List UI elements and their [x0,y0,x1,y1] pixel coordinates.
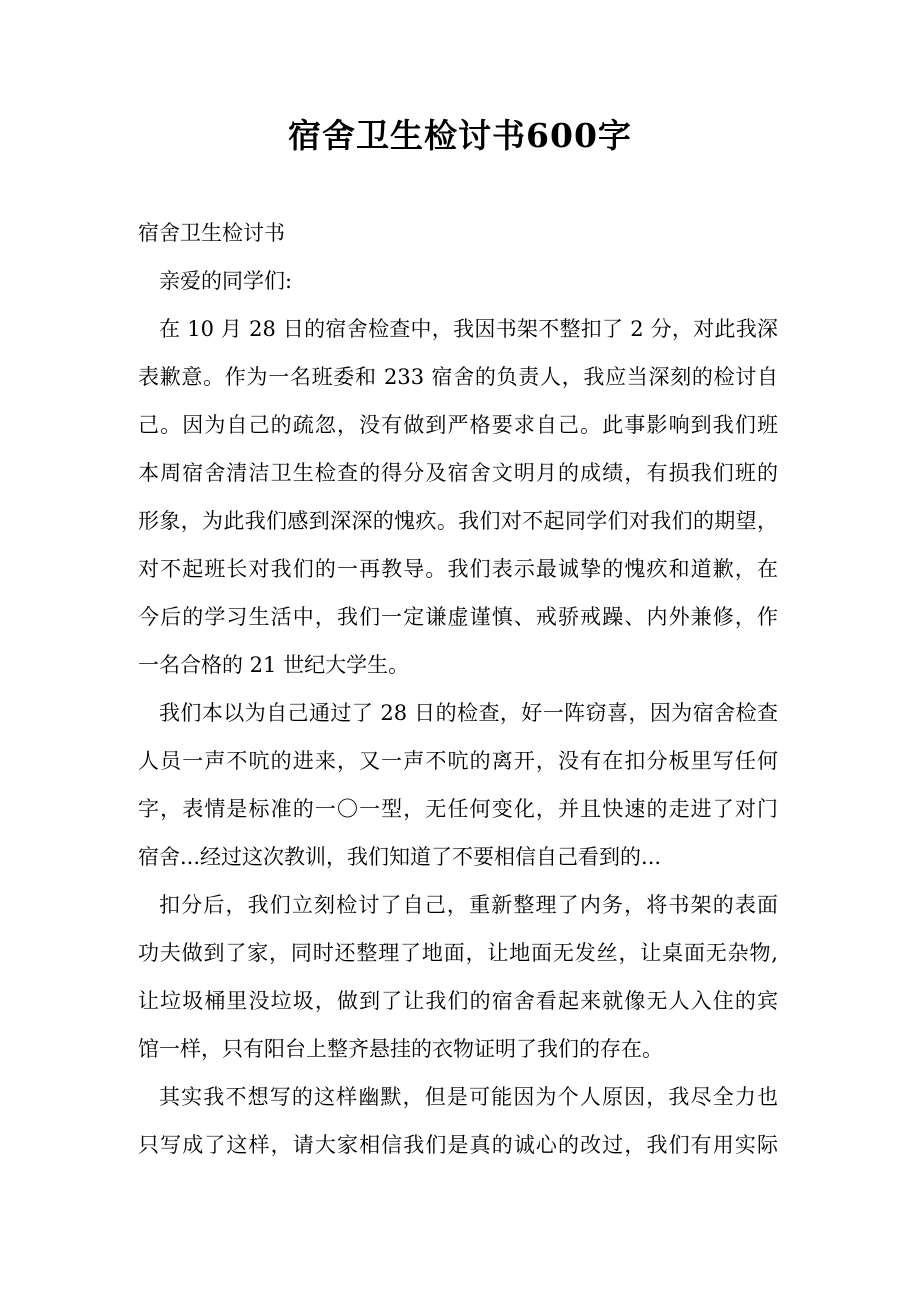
paragraph-2 [138,689,778,881]
paragraph-line: 让垃圾桶里没垃圾，做到了让我们的宿舍看起来就像无人入住的宾 [138,989,778,1013]
salutation: 亲爱的同学们: [159,269,293,293]
paragraph-line: 字，表情是标准的一〇一型，无任何变化，并且快速的走进了对门 [138,797,778,821]
paragraph-line: 功夫做到了家，同时还整理了地面，让地面无发丝，让桌面无杂物, [138,941,778,965]
paragraph-3 [138,881,778,1073]
paragraph-line: 表歉意。作为一名班委和 233 宿舍的负责人，我应当深刻的检讨自 [138,365,778,389]
paragraph-1 [138,305,778,689]
paragraph-line: 其实我不想写的这样幽默，但是可能因为个人原因，我尽全力也 [159,1085,778,1109]
paragraph-line: 宿舍...经过这次教训，我们知道了不要相信自己看到的... [138,845,662,869]
paragraph-line: 馆一样，只有阳台上整齐悬挂的衣物证明了我们的存在。 [138,1037,663,1061]
paragraph-line: 一名合格的 21 世纪大学生。 [138,653,410,677]
paragraph-line: 己。因为自己的疏忽，没有做到严格要求自己。此事影响到我们班 [138,413,778,437]
paragraph-4 [138,1073,778,1169]
paragraph-line: 今后的学习生活中，我们一定谦虚谨慎、戒骄戒躁、内外兼修，作 [138,605,778,629]
paragraph-line: 本周宿舍清洁卫生检查的得分及宿舍文明月的成绩，有损我们班的 [138,461,778,485]
paragraph-line: 在 10 月 28 日的宿舍检查中，我因书架不整扣了 2 分，对此我深 [159,317,778,341]
paragraph-line: 只写成了这样，请大家相信我们是真的诚心的改过，我们有用实际 [138,1133,778,1157]
document-title: 宿舍卫生检讨书600字 [288,116,632,155]
document-body [138,209,778,1169]
paragraph-line: 人员一声不吭的进来，又一声不吭的离开，没有在扣分板里写任何 [138,749,778,773]
paragraph-line: 对不起班长对我们的一再教导。我们表示最诚挚的愧疚和道歉，在 [138,557,778,581]
paragraph-line: 形象，为此我们感到深深的愧疚。我们对不起同学们对我们的期望， [138,509,778,533]
paragraph-line: 我们本以为自己通过了 28 日的检查，好一阵窃喜，因为宿舍检查 [159,701,778,725]
paragraph-line: 扣分后，我们立刻检讨了自己，重新整理了内务，将书架的表面 [159,893,778,917]
subheading: 宿舍卫生检讨书 [138,221,285,245]
